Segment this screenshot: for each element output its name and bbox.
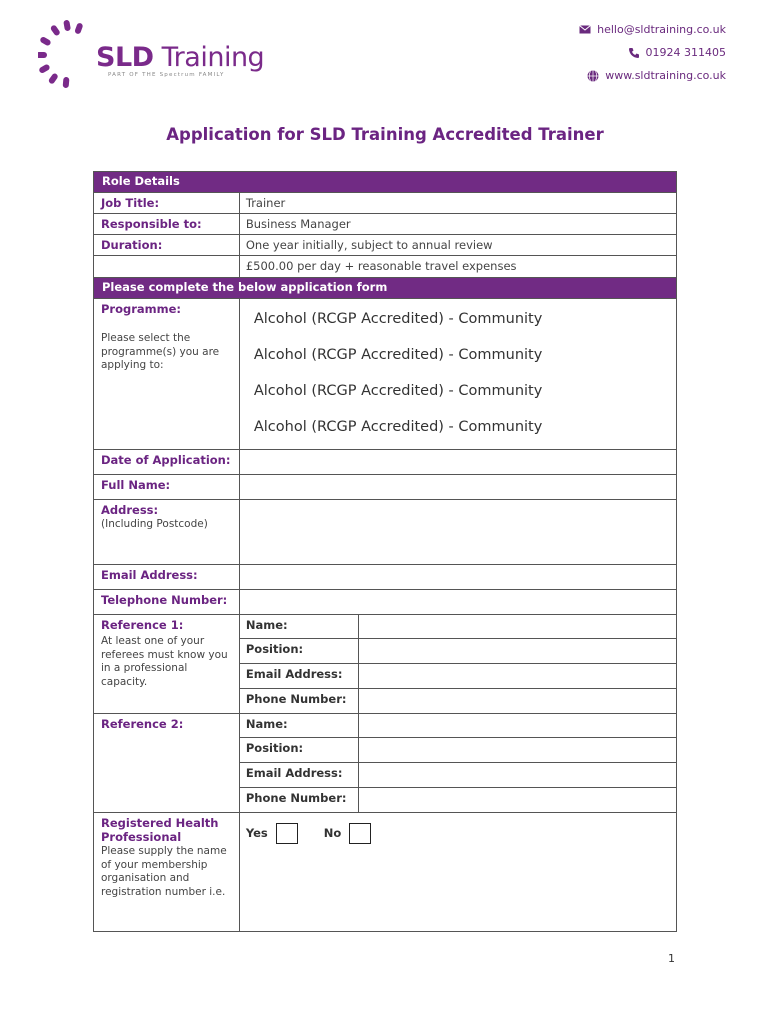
ref2-email-label: Email Address: — [239, 763, 358, 788]
ref1-name-input[interactable] — [358, 615, 676, 639]
programme-option[interactable]: Alcohol (RCGP Accredited) - Community — [253, 311, 543, 327]
ref1-email-input[interactable] — [358, 664, 676, 689]
application-form-header: Please complete the below application form — [94, 278, 677, 299]
responsible-label: Responsible to: — [94, 214, 240, 235]
health-professional-label: Registered Health Professional — [101, 816, 219, 844]
telephone-label: Telephone Number: — [94, 590, 240, 615]
ref2-name-label: Name: — [239, 714, 358, 738]
health-professional-cell — [94, 813, 240, 932]
ref1-phone-label: Phone Number: — [239, 689, 358, 714]
contact-email[interactable] — [579, 18, 726, 41]
page-title: Application for SLD Training Accredited Trainer — [166, 125, 604, 144]
logo-tagline: PART OF THE Spectrum FAMILY — [108, 72, 225, 78]
duration-value: One year initially, subject to annual review — [239, 235, 676, 256]
reference-1-cell — [94, 615, 240, 714]
logo-brand: SLD — [96, 42, 154, 73]
programme-label: Programme: — [101, 302, 182, 316]
logo-ring-icon — [38, 20, 98, 90]
programme-cell — [94, 299, 240, 450]
ref1-name-label: Name: — [239, 615, 358, 639]
contact-phone[interactable] — [579, 41, 726, 64]
ref2-email-input[interactable] — [358, 763, 676, 788]
logo-word: Training — [161, 42, 265, 73]
application-form — [93, 171, 677, 932]
health-professional-note: Please supply the name of your membership organisation and registration number i.e. — [101, 845, 227, 898]
address-cell — [94, 500, 240, 565]
globe-icon — [587, 70, 599, 82]
reference-2-cell — [94, 714, 240, 813]
yes-no-area — [239, 813, 676, 932]
ref2-position-input[interactable] — [358, 738, 676, 763]
role-details-header: Role Details — [94, 172, 677, 193]
full-name-label: Full Name: — [94, 475, 240, 500]
phone-text: 01924 311405 — [645, 46, 726, 59]
no-label: No — [323, 826, 342, 840]
ref2-phone-input[interactable] — [358, 788, 676, 813]
company-logo — [38, 20, 265, 90]
responsible-value: Business Manager — [239, 214, 676, 235]
email-input[interactable] — [239, 565, 676, 590]
phone-icon — [628, 47, 640, 59]
programme-option[interactable]: Alcohol (RCGP Accredited) - Community — [253, 383, 543, 399]
ref2-phone-label: Phone Number: — [239, 788, 358, 813]
date-label: Date of Application: — [94, 450, 240, 475]
duration-label: Duration: — [94, 235, 240, 256]
ref1-position-input[interactable] — [358, 639, 676, 664]
ref1-email-label: Email Address: — [239, 664, 358, 689]
programme-option[interactable]: Alcohol (RCGP Accredited) - Community — [253, 347, 543, 363]
envelope-icon — [579, 25, 591, 34]
contact-website[interactable] — [579, 64, 726, 87]
full-name-input[interactable] — [239, 475, 676, 500]
ref1-phone-input[interactable] — [358, 689, 676, 714]
programme-note: Please select the programme(s) you are applying to: — [101, 332, 220, 371]
website-text: www.sldtraining.co.uk — [605, 69, 726, 82]
contact-block — [579, 18, 726, 87]
telephone-input[interactable] — [239, 590, 676, 615]
date-input[interactable] — [239, 450, 676, 475]
reference-2-label: Reference 2: — [101, 717, 184, 731]
address-input[interactable] — [239, 500, 676, 565]
programme-select-area — [239, 299, 676, 450]
reference-1-label: Reference 1: — [101, 618, 184, 632]
page-number: 1 — [668, 952, 675, 965]
ref2-position-label: Position: — [239, 738, 358, 763]
job-title-label: Job Title: — [94, 193, 240, 214]
yes-checkbox[interactable] — [276, 823, 298, 844]
programme-option[interactable]: Alcohol (RCGP Accredited) - Community — [253, 419, 543, 435]
rate-value: £500.00 per day + reasonable travel expenses — [239, 256, 676, 278]
ref1-position-label: Position: — [239, 639, 358, 664]
job-title-value: Trainer — [239, 193, 676, 214]
address-note: (Including Postcode) — [101, 518, 208, 530]
ref2-name-input[interactable] — [358, 714, 676, 738]
email-label: Email Address: — [94, 565, 240, 590]
no-checkbox[interactable] — [349, 823, 371, 844]
reference-1-note: At least one of your referees must know you in a professional capacity. — [101, 635, 228, 688]
empty-cell — [94, 256, 240, 278]
email-text: hello@sldtraining.co.uk — [597, 23, 726, 36]
yes-label: Yes — [245, 826, 268, 840]
address-label: Address: — [101, 503, 159, 517]
